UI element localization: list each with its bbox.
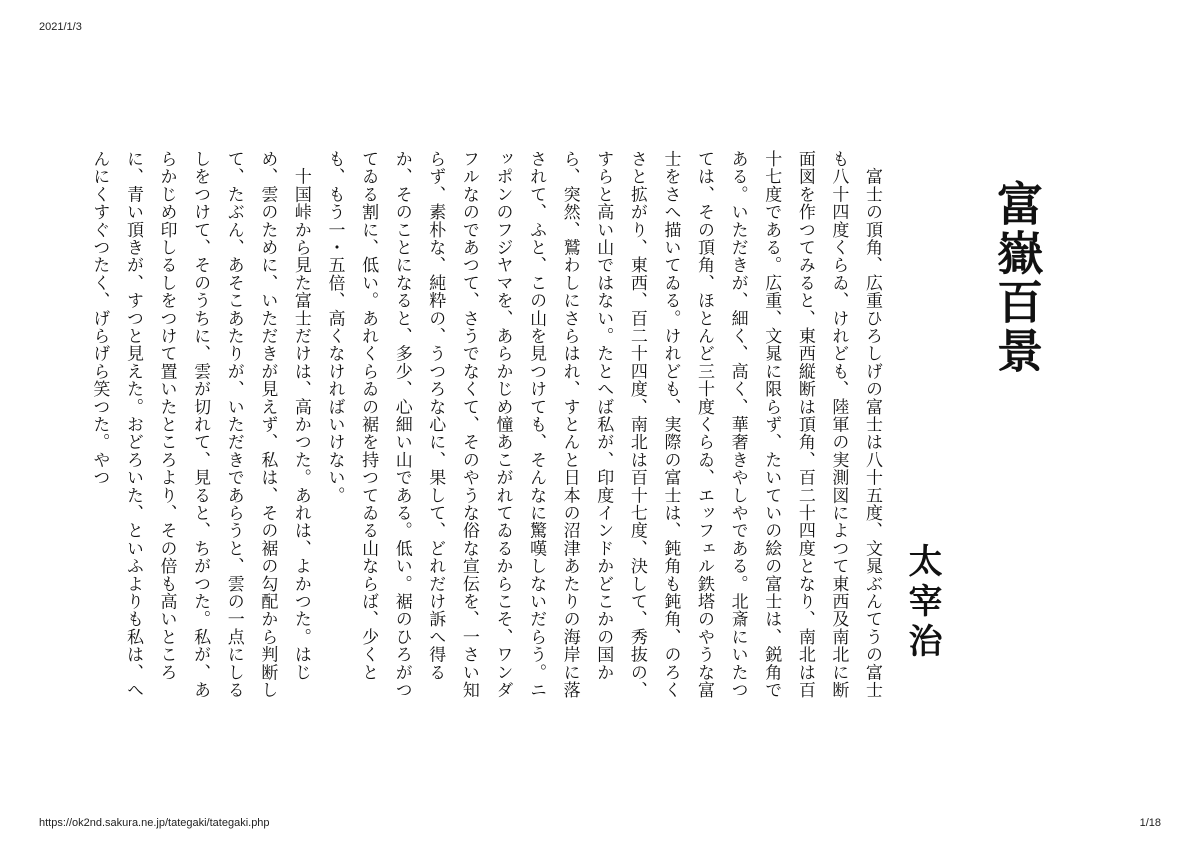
- page-number: 1/18: [1139, 817, 1161, 829]
- work-title: 富嶽百景: [990, 180, 1044, 376]
- body-text: [82, 150, 888, 710]
- print-url: https://ok2nd.sakura.ne.jp/tategaki/tategaki.php: [39, 817, 270, 829]
- work-author: 太宰治: [902, 543, 942, 663]
- paragraph-1: 富士の頂角、広重ひろしげの富士は八十五度、文晁ぶんてうの富士も八十四度くらゐ、けれども、陸軍の実測図によつて東西及南北に断面図を作つてみると、東西縦断は頂角、百二十四度となり、南北は百十七度である。広重、文晁に限らず、たいていの絵の富士は、鋭角である。いただきが、細く、高く、華奢きやしやである。北斎にいたつては、その頂角、ほとんど三十度くらゐ、エッフェル鉄塔のやうな富士をさへ描いてゐる。けれども、実際の富士は、鈍角も鈍角、のろくさと拡がり、東西、百二十四度、南北は百十七度、決して、秀抜の、すらと高い山ではない。たとへば私が、印度インドかどこかの国から、突然、鷲わしにさらはれ、すとんと日本の沼津あたりの海岸に落されて、ふと、この山を見つけても、そんなに驚嘆しないだらう。ニッポンのフジヤマを、あらかじめ憧あこがれてゐるからこそ、ワンダフルなのであつて、さうでなくて、そのやうな俗な宣伝を、一さい知らず、素朴な、純粋の、うつろな心に、果して、どれだけ訴へ得るか、そのことになると、多少、心細い山である。低い。裾のひろがつてゐる割に、低い。あれくらゐの裾を持つてゐる山ならば、少くとも、もう一・五倍、高くなければいけない。: [324, 150, 882, 699]
- print-date: 2021/1/3: [39, 21, 82, 33]
- paragraph-2: 十国峠から見た富士だけは、高かつた。あれは、よかつた。はじめ、雲のために、いただきが見えず、私は、その裾の勾配から判断して、たぶん、あそこあたりが、いただきであらうと、雲の一点にしるしをつけて、そのうちに、雲が切れて、見ると、ちがつた。私が、あらかじめ印しるしをつけて置いたところより、その倍も高いところに、青い頂きが、すつと見えた。おどろいた、といふよりも私は、へんにくすぐつたく、げらげら笑つた。やつ: [89, 150, 311, 699]
